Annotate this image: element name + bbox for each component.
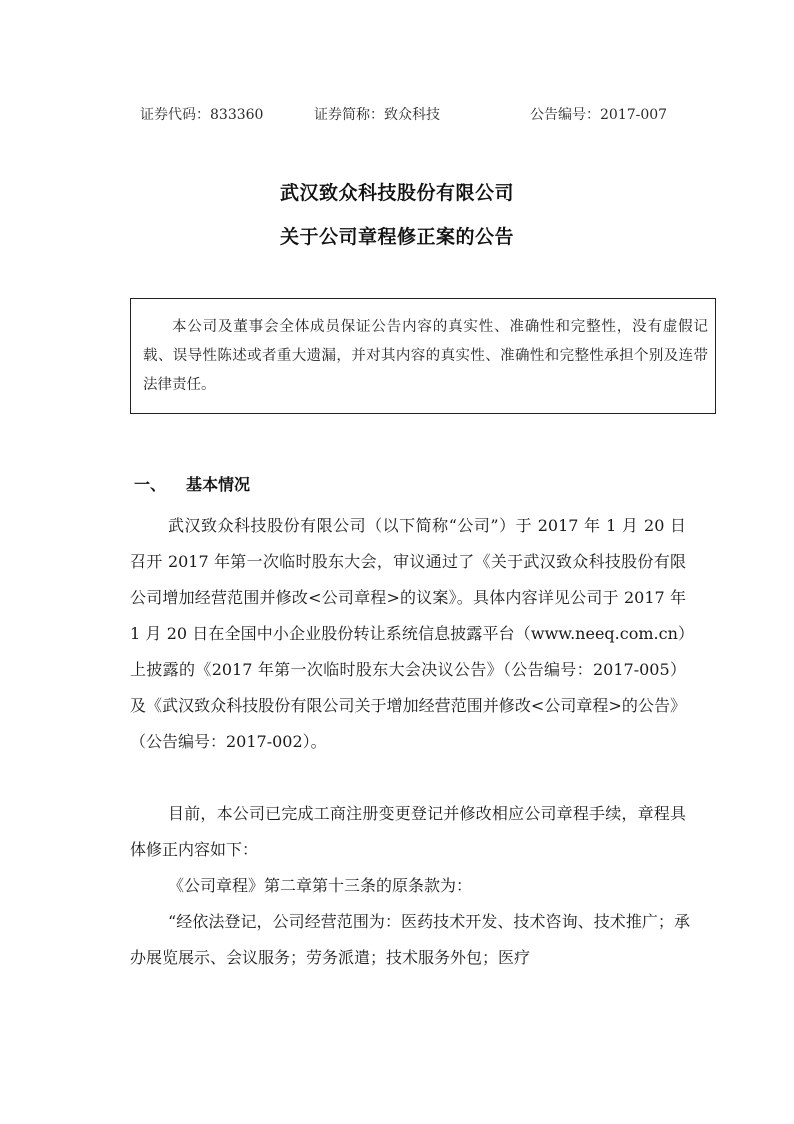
disclaimer-text: 本公司及董事会全体成员保证公告内容的真实性、准确性和完整性，没有虚假记载、误导性陈述或者重大遗漏，并对其内容的真实性、准确性和完整性承担个别及连带法律责任。 <box>143 319 708 393</box>
announcement-number: 公告编号：2017-007 <box>530 107 668 123</box>
body-paragraph-1: 武汉致众科技股份有限公司（以下简称“公司”）于 2017 年 1 月 20 日召开 2017 年第一次临时股东大会，审议通过了《关于武汉致众科技股份有限公司增加经营范围并修改<公司章程>的议案》。具体内容详见公司于 2017 年 1 月 20 日在全国中小企业股份转让系统信息披露平台（www.neeq.com.cn）上披露的《2017 年第一次临时股东大会决议公告》（公告编号：2017-005）及《武汉致众科技股份有限公司关于增加经营范围并修改<公司章程>的公告》（公告编号：2017-002）。 <box>130 516 686 751</box>
stock-code: 证券代码：833360 <box>140 107 264 123</box>
company-title: 武汉致众科技股份有限公司 <box>279 182 514 204</box>
section-heading <box>134 472 250 495</box>
body-paragraph-2: 目前，本公司已完成工商注册变更登记并修改相应公司章程手续，章程具体修正内容如下： <box>130 804 686 859</box>
body-paragraph-4: “经依法登记，公司经营范围为：医药技术开发、技术咨询、技术推广；承办展览展示、会议服务；劳务派遣；技术服务外包；医疗 <box>130 912 690 967</box>
section-number: 一、 <box>134 475 167 494</box>
section-title: 基本情况 <box>186 475 251 494</box>
body-paragraph-3: 《公司章程》第二章第十三条的原条款为： <box>168 876 473 895</box>
stock-abbreviation: 证券简称：致众科技 <box>314 107 440 123</box>
document-header <box>0 104 794 124</box>
disclaimer-box <box>130 298 716 414</box>
announcement-title: 关于公司章程修正案的公告 <box>279 226 514 248</box>
